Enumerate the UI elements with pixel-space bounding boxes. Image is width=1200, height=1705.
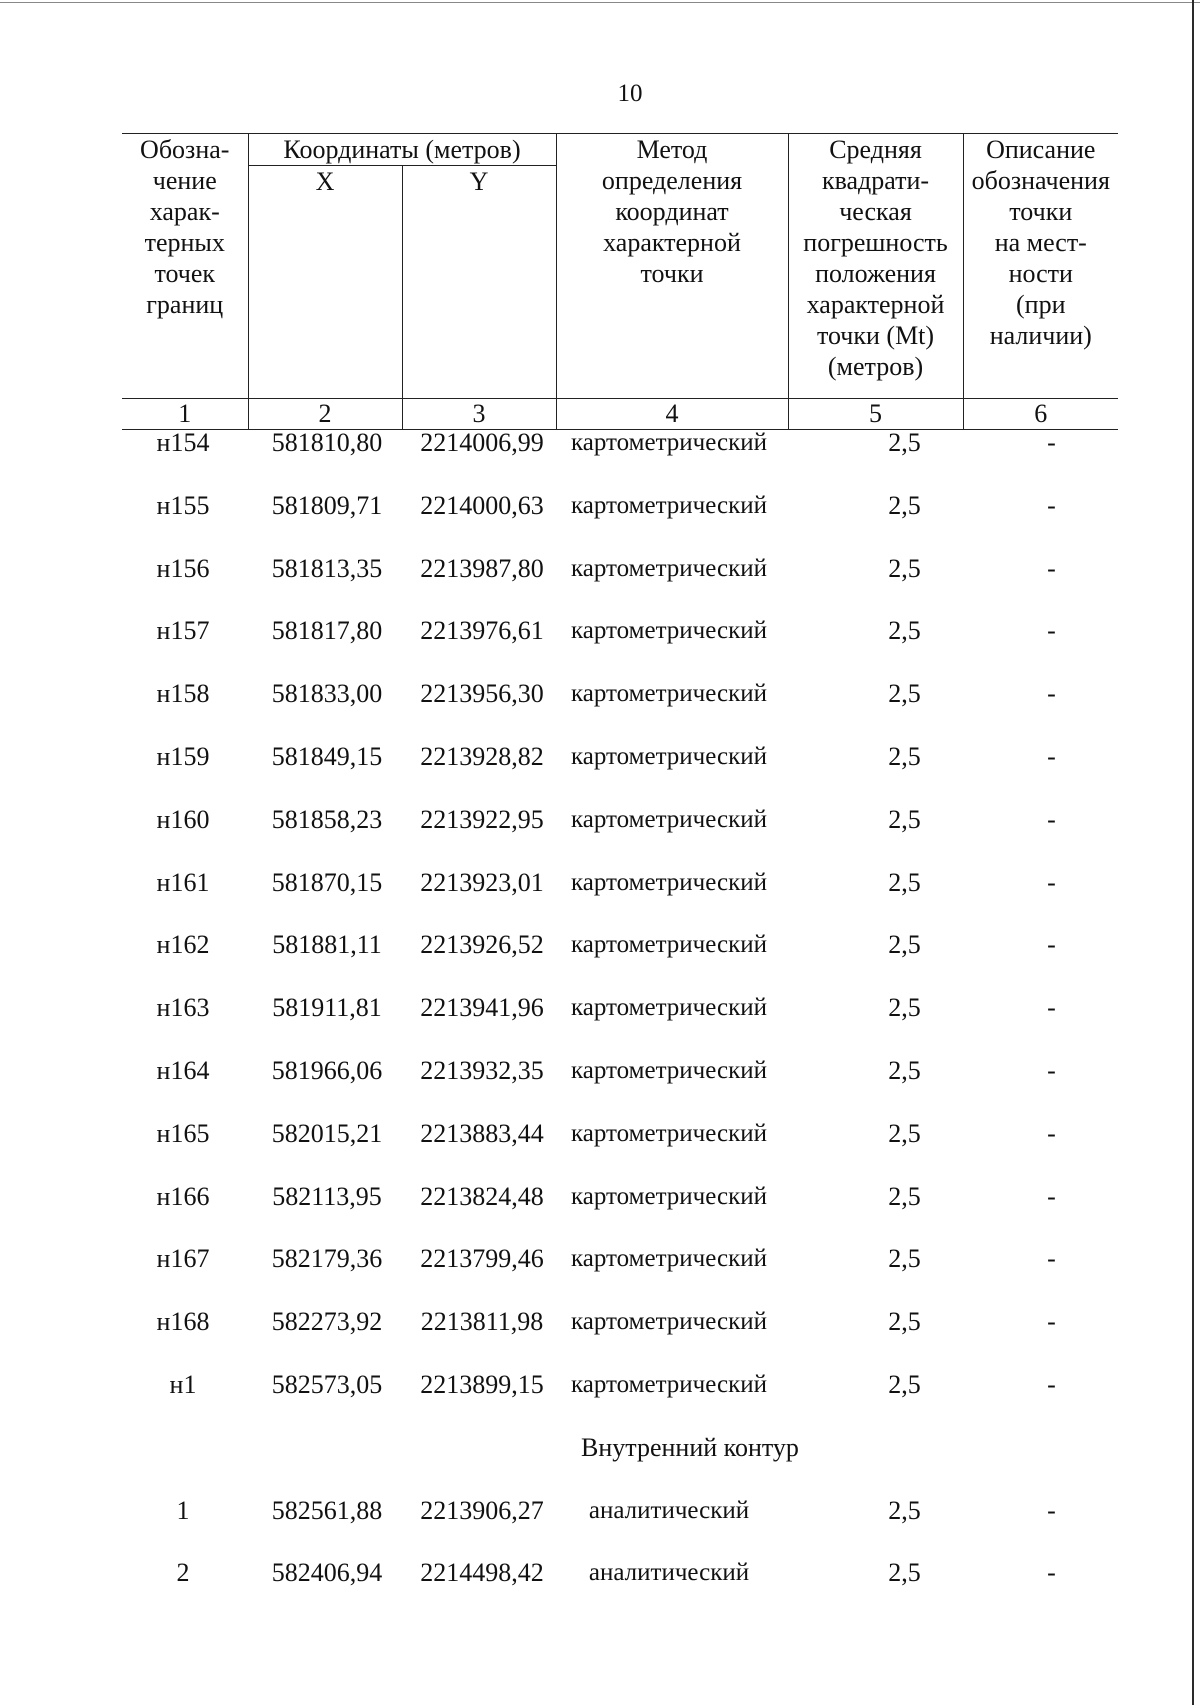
y-cell: 2213899,15 [420,1369,544,1399]
point-cell: н165 [156,1118,210,1148]
table-row [122,600,1118,663]
header-y: Y [402,166,556,399]
y-cell: 2213811,98 [420,1307,544,1337]
point-cell: н161 [156,867,210,897]
table-row [122,1228,1118,1291]
column-number: 4 [556,399,788,430]
table-row [122,852,1118,915]
description-cell: - [1047,741,1056,771]
table-row [122,1354,1118,1417]
point-cell: н164 [156,1055,210,1085]
error-cell: 2,5 [888,993,921,1023]
method-cell: картометрический [571,1308,767,1336]
table-row [122,663,1118,726]
point-cell: н157 [156,616,210,646]
method-cell: аналитический [588,1496,750,1524]
scan-top-edge [0,2,1200,3]
x-cell: 582573,05 [271,1369,383,1399]
error-cell: 2,5 [888,1181,921,1211]
y-cell: 2213926,52 [420,930,544,960]
x-cell: 582561,88 [271,1495,383,1525]
x-cell: 581810,80 [271,428,383,457]
y-cell: 2213976,61 [420,616,544,646]
method-cell: картометрический [571,491,767,519]
point-cell: н155 [156,490,210,520]
method-cell: картометрический [571,742,767,770]
method-cell: картометрический [571,1182,767,1210]
x-cell: 581809,71 [271,490,383,520]
column-number: 1 [122,399,248,430]
error-cell: 2,5 [888,867,921,897]
error-cell: 2,5 [888,1558,921,1588]
method-cell: картометрический [571,994,767,1022]
method-cell: картометрический [571,931,767,959]
x-cell: 582179,36 [271,1244,383,1274]
y-cell: 2213941,96 [420,993,544,1023]
page-number: 10 [617,80,643,107]
point-cell: н166 [156,1181,210,1211]
description-cell: - [1047,1495,1056,1525]
error-cell: 2,5 [888,1118,921,1148]
method-cell: картометрический [571,1370,767,1398]
table-row [122,726,1118,789]
point-cell: 1 [176,1495,190,1525]
table-header [122,133,1118,430]
header-description: Описание обозначения точки на мест- ности (при наличии) [963,134,1118,399]
point-cell: н163 [156,993,210,1023]
description-cell: - [1047,1369,1056,1399]
x-cell: 582273,92 [271,1307,383,1337]
y-cell: 2213923,01 [420,867,544,897]
description-cell: - [1047,616,1056,646]
column-number: 2 [248,399,402,430]
point-cell: н167 [156,1244,210,1274]
table-row [122,538,1118,601]
table-row [122,914,1118,977]
y-cell: 2214006,99 [420,428,544,457]
header-coordinates: Координаты (метров) [248,134,556,166]
point-cell: н168 [156,1307,210,1337]
table-row [122,1291,1118,1354]
y-cell: 2213932,35 [420,1055,544,1085]
description-cell: - [1047,679,1056,709]
y-cell: 2214498,42 [420,1558,544,1588]
error-cell: 2,5 [888,804,921,834]
error-cell: 2,5 [888,553,921,583]
error-cell: 2,5 [888,1369,921,1399]
table-row [122,1040,1118,1103]
y-cell: 2213987,80 [420,553,544,583]
error-cell: 2,5 [888,930,921,960]
x-cell: 581813,35 [271,553,383,583]
method-cell: картометрический [571,1119,767,1147]
description-cell: - [1047,1307,1056,1337]
x-cell: 581911,81 [272,993,382,1023]
method-cell: картометрический [571,805,767,833]
point-cell: 2 [176,1558,190,1588]
header-point-designation: Обозна- чение харак- терных точек границ [122,134,248,399]
description-cell: - [1047,804,1056,834]
table-row [122,1166,1118,1229]
header-error: Средняя квадрати- ческая погрешность положения характерной точки (Mt) (метров) [788,134,963,399]
point-cell: н162 [156,930,210,960]
x-cell: 581817,80 [271,616,383,646]
error-cell: 2,5 [888,741,921,771]
x-cell: 582113,95 [272,1181,382,1211]
error-cell: 2,5 [888,1244,921,1274]
x-cell: 581833,00 [271,679,383,709]
table-row [122,412,1118,475]
error-cell: 2,5 [888,1307,921,1337]
error-cell: 2,5 [888,1495,921,1525]
y-cell: 2213922,95 [420,804,544,834]
point-cell: н158 [156,679,210,709]
table-row [122,1480,1118,1543]
column-number: 3 [402,399,556,430]
error-cell: 2,5 [888,616,921,646]
method-cell: картометрический [571,617,767,645]
description-cell: - [1047,1055,1056,1085]
description-cell: - [1047,1118,1056,1148]
x-cell: 581849,15 [271,741,383,771]
description-cell: - [1047,993,1056,1023]
description-cell: - [1047,1244,1056,1274]
description-cell: - [1047,867,1056,897]
error-cell: 2,5 [888,490,921,520]
method-cell: картометрический [571,680,767,708]
method-cell: картометрический [571,1056,767,1084]
method-cell: картометрический [571,1245,767,1273]
point-cell: н154 [156,428,210,457]
error-cell: 2,5 [888,679,921,709]
error-cell: 2,5 [888,1055,921,1085]
table-row [122,1542,1118,1605]
y-cell: 2213928,82 [420,741,544,771]
method-cell: картометрический [571,429,767,456]
point-cell: н159 [156,741,210,771]
y-cell: 2213799,46 [420,1244,544,1274]
point-cell: н1 [169,1369,197,1399]
table-row [122,475,1118,538]
y-cell: 2213956,30 [420,679,544,709]
y-cell: 2213824,48 [420,1181,544,1211]
x-cell: 581858,23 [271,804,383,834]
column-number: 6 [963,399,1118,430]
column-number: 5 [788,399,963,430]
x-cell: 581966,06 [271,1055,383,1085]
method-cell: аналитический [588,1559,750,1587]
x-cell: 582406,94 [271,1558,383,1588]
description-cell: - [1047,428,1056,457]
method-cell: картометрический [571,554,767,582]
inner-contour-title: Внутренний контур [581,1432,799,1462]
point-cell: н156 [156,553,210,583]
y-cell: 2213883,44 [420,1118,544,1148]
table-body [122,412,1118,1605]
y-cell: 2213906,27 [420,1495,544,1525]
scan-right-edge [1192,0,1194,1705]
method-cell: картометрический [571,868,767,896]
description-cell: - [1047,1181,1056,1211]
x-cell: 582015,21 [271,1118,383,1148]
table-row [122,789,1118,852]
table-row [122,977,1118,1040]
table-row [122,1103,1118,1166]
error-cell: 2,5 [888,428,921,457]
description-cell: - [1047,1558,1056,1588]
description-cell: - [1047,490,1056,520]
x-cell: 581881,11 [272,930,382,960]
x-cell: 581870,15 [271,867,383,897]
description-cell: - [1047,553,1056,583]
description-cell: - [1047,930,1056,960]
point-cell: н160 [156,804,210,834]
header-x: X [248,166,402,399]
y-cell: 2214000,63 [420,490,544,520]
header-method: Метод определения координат характерной точки [556,134,788,399]
